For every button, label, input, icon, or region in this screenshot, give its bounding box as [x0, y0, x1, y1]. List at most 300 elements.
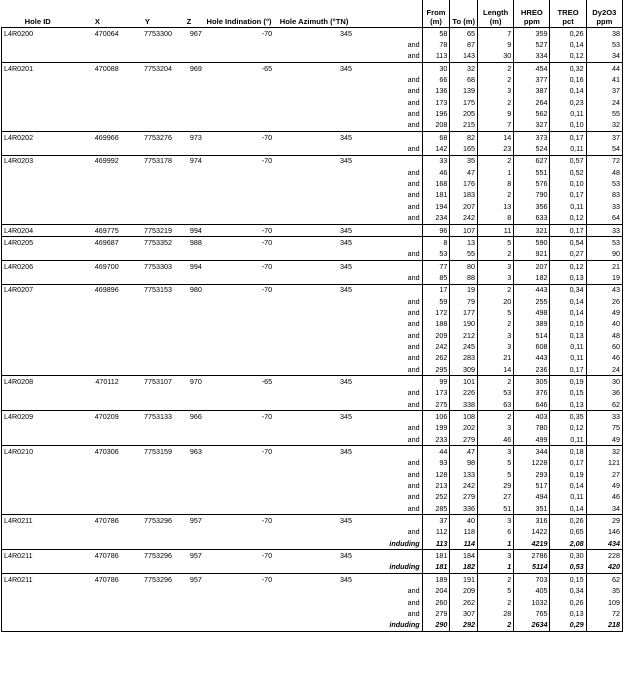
interval-label-cell: and — [407, 423, 420, 433]
inclination-cell — [204, 167, 274, 178]
x-cell: 469700 — [74, 260, 121, 272]
treo-cell: 0,65 — [550, 527, 586, 538]
length-cell: 8 — [478, 178, 514, 189]
table-row — [2, 364, 623, 376]
treo-cell: 0,26 — [550, 515, 586, 527]
from-cell: 181 — [422, 562, 450, 574]
dy2o3-cell: 49 — [586, 434, 622, 446]
from-cell: 189 — [422, 574, 450, 586]
from-cell: 196 — [422, 108, 450, 119]
table-row — [2, 167, 623, 178]
to-cell: 165 — [450, 143, 478, 155]
inclination-cell — [204, 319, 274, 330]
interval-label-cell — [354, 155, 422, 167]
x-cell — [74, 364, 121, 376]
length-cell: 5 — [478, 586, 514, 597]
to-cell: 175 — [450, 97, 478, 108]
inclination-cell: -70 — [204, 237, 274, 249]
y-cell — [121, 249, 174, 261]
azimuth-cell — [274, 249, 354, 261]
y-cell — [121, 469, 174, 480]
interval-label-cell — [354, 284, 422, 296]
hreo-cell: 780 — [514, 423, 550, 434]
inclination-cell — [204, 388, 274, 399]
x-cell — [74, 120, 121, 132]
z-cell — [174, 562, 204, 574]
to-cell: 242 — [450, 480, 478, 491]
to-cell: 133 — [450, 469, 478, 480]
to-cell: 262 — [450, 597, 478, 608]
length-cell: 6 — [478, 527, 514, 538]
dy2o3-cell: 27 — [586, 469, 622, 480]
from-cell: 33 — [422, 155, 450, 167]
dy2o3-cell: 49 — [586, 307, 622, 318]
y-cell — [121, 201, 174, 212]
header-hreo: HREO ppm — [514, 0, 550, 28]
table-row — [2, 319, 623, 330]
length-cell: 9 — [478, 108, 514, 119]
inclination-cell: -70 — [204, 224, 274, 236]
to-cell: 88 — [450, 272, 478, 284]
from-cell: 53 — [422, 249, 450, 261]
dy2o3-cell: 46 — [586, 492, 622, 503]
dy2o3-cell: 48 — [586, 330, 622, 341]
to-cell: 65 — [450, 28, 478, 40]
interval-label-cell — [354, 411, 422, 423]
x-cell: 469992 — [74, 155, 121, 167]
x-cell: 470786 — [74, 550, 121, 562]
dy2o3-cell: 72 — [586, 155, 622, 167]
x-cell — [74, 608, 121, 619]
dy2o3-cell: 54 — [586, 143, 622, 155]
azimuth-cell — [274, 434, 354, 446]
inclination-cell: -70 — [204, 446, 274, 458]
interval-label-cell: and — [407, 213, 420, 223]
azimuth-cell: 345 — [274, 63, 354, 75]
z-cell — [174, 249, 204, 261]
azimuth-cell — [274, 120, 354, 132]
azimuth-cell — [274, 178, 354, 189]
x-cell — [74, 388, 121, 399]
y-cell: 7753107 — [121, 376, 174, 388]
interval-label-cell — [354, 237, 422, 249]
from-cell: 112 — [422, 527, 450, 538]
hreo-cell: 443 — [514, 353, 550, 364]
table-row — [2, 574, 623, 586]
inclination-cell — [204, 272, 274, 284]
header-inclination: Hole Indination (°) — [204, 0, 274, 28]
hreo-cell: 2634 — [514, 620, 550, 632]
from-cell: 66 — [422, 74, 450, 85]
azimuth-cell — [274, 480, 354, 491]
hole-id-cell — [2, 364, 74, 376]
length-cell: 51 — [478, 503, 514, 515]
treo-cell: 0,10 — [550, 120, 586, 132]
azimuth-cell — [274, 458, 354, 469]
hreo-cell: 344 — [514, 446, 550, 458]
hreo-cell: 562 — [514, 108, 550, 119]
dy2o3-cell: 32 — [586, 446, 622, 458]
azimuth-cell: 345 — [274, 376, 354, 388]
table-row — [2, 388, 623, 399]
treo-cell: 0,16 — [550, 74, 586, 85]
hreo-cell: 373 — [514, 132, 550, 144]
inclination-cell: -70 — [204, 515, 274, 527]
treo-cell: 0,11 — [550, 108, 586, 119]
z-cell — [174, 51, 204, 63]
treo-cell: 0,19 — [550, 469, 586, 480]
inclination-cell: -70 — [204, 550, 274, 562]
hole-id-cell — [2, 213, 74, 225]
from-cell: 58 — [422, 28, 450, 40]
dy2o3-cell: 146 — [586, 527, 622, 538]
from-cell: 78 — [422, 39, 450, 50]
y-cell — [121, 39, 174, 50]
from-cell: 128 — [422, 469, 450, 480]
azimuth-cell — [274, 353, 354, 364]
x-cell — [74, 480, 121, 491]
hreo-cell: 608 — [514, 341, 550, 352]
y-cell — [121, 296, 174, 307]
y-cell — [121, 353, 174, 364]
treo-cell: 0,10 — [550, 178, 586, 189]
to-cell: 226 — [450, 388, 478, 399]
to-cell: 336 — [450, 503, 478, 515]
dy2o3-cell: 32 — [586, 120, 622, 132]
interval-label-cell — [354, 574, 422, 586]
length-cell: 2 — [478, 249, 514, 261]
azimuth-cell — [274, 620, 354, 632]
z-cell — [174, 86, 204, 97]
from-cell: 17 — [422, 284, 450, 296]
hole-id-cell — [2, 108, 74, 119]
interval-label-cell: induding — [389, 538, 420, 548]
interval-label-cell: and — [407, 341, 420, 351]
hreo-cell: 494 — [514, 492, 550, 503]
table-row — [2, 63, 623, 75]
z-cell: 957 — [174, 515, 204, 527]
from-cell: 136 — [422, 86, 450, 97]
azimuth-cell — [274, 388, 354, 399]
y-cell — [121, 399, 174, 411]
z-cell — [174, 307, 204, 318]
table-row — [2, 458, 623, 469]
hreo-cell: 356 — [514, 201, 550, 212]
x-cell — [74, 434, 121, 446]
dy2o3-cell: 24 — [586, 97, 622, 108]
hole-id-cell — [2, 120, 74, 132]
hreo-cell: 790 — [514, 190, 550, 201]
azimuth-cell: 345 — [274, 28, 354, 40]
treo-cell: 0,11 — [550, 143, 586, 155]
dy2o3-cell: 35 — [586, 586, 622, 597]
x-cell: 470786 — [74, 574, 121, 586]
treo-cell: 0,18 — [550, 446, 586, 458]
x-cell — [74, 108, 121, 119]
table-row — [2, 224, 623, 236]
interval-label-cell: and — [407, 40, 420, 50]
to-cell: 40 — [450, 515, 478, 527]
y-cell — [121, 423, 174, 434]
x-cell — [74, 458, 121, 469]
z-cell — [174, 167, 204, 178]
dy2o3-cell: 33 — [586, 224, 622, 236]
inclination-cell — [204, 330, 274, 341]
length-cell: 2 — [478, 97, 514, 108]
table-row — [2, 178, 623, 189]
treo-cell: 0,19 — [550, 376, 586, 388]
drill-results-table — [1, 0, 623, 632]
y-cell — [121, 120, 174, 132]
hole-id-cell — [2, 86, 74, 97]
z-cell: 988 — [174, 237, 204, 249]
y-cell — [121, 341, 174, 352]
treo-cell: 0,32 — [550, 63, 586, 75]
x-cell — [74, 319, 121, 330]
length-cell: 23 — [478, 143, 514, 155]
hole-id-cell — [2, 341, 74, 352]
inclination-cell — [204, 296, 274, 307]
interval-label-cell: and — [407, 307, 420, 317]
treo-cell: 0,14 — [550, 503, 586, 515]
from-cell: 181 — [422, 550, 450, 562]
hreo-cell: 255 — [514, 296, 550, 307]
inclination-cell — [204, 423, 274, 434]
treo-cell: 0,13 — [550, 608, 586, 619]
x-cell — [74, 86, 121, 97]
x-cell: 469896 — [74, 284, 121, 296]
header-from: From (m) — [422, 0, 450, 28]
azimuth-cell — [274, 364, 354, 376]
treo-cell: 0,53 — [550, 562, 586, 574]
dy2o3-cell: 83 — [586, 190, 622, 201]
header-hole-id: Hole ID — [2, 0, 74, 28]
treo-cell: 0,34 — [550, 284, 586, 296]
hole-id-cell — [2, 74, 74, 85]
hole-id-cell — [2, 330, 74, 341]
z-cell — [174, 423, 204, 434]
length-cell: 5 — [478, 307, 514, 318]
treo-cell: 0,14 — [550, 296, 586, 307]
length-cell: 11 — [478, 224, 514, 236]
azimuth-cell: 345 — [274, 284, 354, 296]
x-cell: 470088 — [74, 63, 121, 75]
hole-id-cell — [2, 399, 74, 411]
from-cell: 181 — [422, 190, 450, 201]
interval-label-cell — [354, 224, 422, 236]
z-cell: 969 — [174, 63, 204, 75]
length-cell: 3 — [478, 272, 514, 284]
dy2o3-cell: 38 — [586, 28, 622, 40]
x-cell — [74, 178, 121, 189]
hole-id-cell: L4R0206 — [2, 260, 74, 272]
table-row — [2, 132, 623, 144]
y-cell — [121, 167, 174, 178]
inclination-cell: -70 — [204, 574, 274, 586]
dy2o3-cell: 46 — [586, 353, 622, 364]
azimuth-cell — [274, 597, 354, 608]
table-row — [2, 249, 623, 261]
table-row — [2, 108, 623, 119]
dy2o3-cell: 19 — [586, 272, 622, 284]
x-cell: 469775 — [74, 224, 121, 236]
from-cell: 290 — [422, 620, 450, 632]
z-cell — [174, 399, 204, 411]
azimuth-cell — [274, 74, 354, 85]
y-cell: 7753159 — [121, 446, 174, 458]
azimuth-cell — [274, 190, 354, 201]
hreo-cell: 921 — [514, 249, 550, 261]
table-row — [2, 28, 623, 40]
hole-id-cell: L4R0208 — [2, 376, 74, 388]
table-row — [2, 155, 623, 167]
x-cell — [74, 423, 121, 434]
length-cell: 3 — [478, 515, 514, 527]
y-cell: 7753296 — [121, 550, 174, 562]
treo-cell: 0,11 — [550, 434, 586, 446]
to-cell: 242 — [450, 213, 478, 225]
interval-label-cell: and — [407, 434, 420, 444]
x-cell: 470306 — [74, 446, 121, 458]
hole-id-cell — [2, 190, 74, 201]
hreo-cell: 293 — [514, 469, 550, 480]
dy2o3-cell: 228 — [586, 550, 622, 562]
treo-cell: 0,54 — [550, 237, 586, 249]
table-row — [2, 97, 623, 108]
hreo-cell: 498 — [514, 307, 550, 318]
treo-cell: 0,26 — [550, 28, 586, 40]
from-cell: 213 — [422, 480, 450, 491]
hole-id-cell — [2, 423, 74, 434]
treo-cell: 0,12 — [550, 423, 586, 434]
hreo-cell: 499 — [514, 434, 550, 446]
from-cell: 252 — [422, 492, 450, 503]
x-cell — [74, 39, 121, 50]
dy2o3-cell: 53 — [586, 237, 622, 249]
interval-label-cell: and — [407, 201, 420, 211]
z-cell: 957 — [174, 574, 204, 586]
length-cell: 27 — [478, 492, 514, 503]
interval-label-cell: and — [407, 167, 420, 177]
hreo-cell: 627 — [514, 155, 550, 167]
interval-label-cell — [354, 28, 422, 40]
treo-cell: 0,15 — [550, 388, 586, 399]
dy2o3-cell: 75 — [586, 423, 622, 434]
interval-label-cell: and — [407, 120, 420, 130]
length-cell: 2 — [478, 574, 514, 586]
to-cell: 87 — [450, 39, 478, 50]
hole-id-cell: L4R0202 — [2, 132, 74, 144]
table-row — [2, 434, 623, 446]
to-cell: 55 — [450, 249, 478, 261]
table-row — [2, 480, 623, 491]
hreo-cell: 1422 — [514, 527, 550, 538]
dy2o3-cell: 60 — [586, 341, 622, 352]
x-cell — [74, 201, 121, 212]
hreo-cell: 264 — [514, 97, 550, 108]
to-cell: 176 — [450, 178, 478, 189]
to-cell: 114 — [450, 538, 478, 550]
table-row — [2, 423, 623, 434]
hole-id-cell — [2, 143, 74, 155]
z-cell — [174, 190, 204, 201]
length-cell: 5 — [478, 458, 514, 469]
y-cell — [121, 86, 174, 97]
inclination-cell — [204, 213, 274, 225]
to-cell: 139 — [450, 86, 478, 97]
treo-cell: 0,57 — [550, 155, 586, 167]
z-cell — [174, 272, 204, 284]
from-cell: 295 — [422, 364, 450, 376]
azimuth-cell: 345 — [274, 411, 354, 423]
length-cell: 3 — [478, 330, 514, 341]
interval-label-cell: and — [407, 481, 420, 491]
hole-id-cell — [2, 296, 74, 307]
treo-cell: 0,15 — [550, 319, 586, 330]
treo-cell: 0,17 — [550, 132, 586, 144]
azimuth-cell: 345 — [274, 260, 354, 272]
treo-cell: 0,13 — [550, 330, 586, 341]
length-cell: 7 — [478, 28, 514, 40]
y-cell: 7753300 — [121, 28, 174, 40]
dy2o3-cell: 40 — [586, 319, 622, 330]
to-cell: 184 — [450, 550, 478, 562]
length-cell: 63 — [478, 399, 514, 411]
treo-cell: 0,12 — [550, 213, 586, 225]
hreo-cell: 5114 — [514, 562, 550, 574]
to-cell: 207 — [450, 201, 478, 212]
z-cell — [174, 364, 204, 376]
header-to: To (m) — [450, 0, 478, 28]
inclination-cell: -70 — [204, 28, 274, 40]
z-cell — [174, 143, 204, 155]
from-cell: 93 — [422, 458, 450, 469]
interval-label-cell: and — [407, 86, 420, 96]
table-row — [2, 284, 623, 296]
x-cell — [74, 492, 121, 503]
table-row — [2, 515, 623, 527]
dy2o3-cell: 34 — [586, 503, 622, 515]
z-cell — [174, 178, 204, 189]
x-cell — [74, 538, 121, 550]
table-row — [2, 527, 623, 538]
from-cell: 46 — [422, 167, 450, 178]
interval-label-cell — [354, 63, 422, 75]
hole-id-cell: L4R0210 — [2, 446, 74, 458]
interval-label-cell: and — [407, 144, 420, 154]
y-cell: 7753303 — [121, 260, 174, 272]
azimuth-cell — [274, 143, 354, 155]
inclination-cell: -70 — [204, 155, 274, 167]
azimuth-cell — [274, 586, 354, 597]
hole-id-cell: L4R0211 — [2, 574, 74, 586]
from-cell: 96 — [422, 224, 450, 236]
z-cell — [174, 296, 204, 307]
to-cell: 19 — [450, 284, 478, 296]
y-cell — [121, 272, 174, 284]
interval-label-cell: and — [407, 399, 420, 409]
treo-cell: 0,14 — [550, 39, 586, 50]
interval-label-cell: and — [407, 296, 420, 306]
inclination-cell — [204, 143, 274, 155]
x-cell — [74, 586, 121, 597]
from-cell: 172 — [422, 307, 450, 318]
interval-label-cell: and — [407, 51, 420, 61]
from-cell: 68 — [422, 132, 450, 144]
dy2o3-cell: 43 — [586, 284, 622, 296]
length-cell: 30 — [478, 51, 514, 63]
z-cell: 974 — [174, 155, 204, 167]
